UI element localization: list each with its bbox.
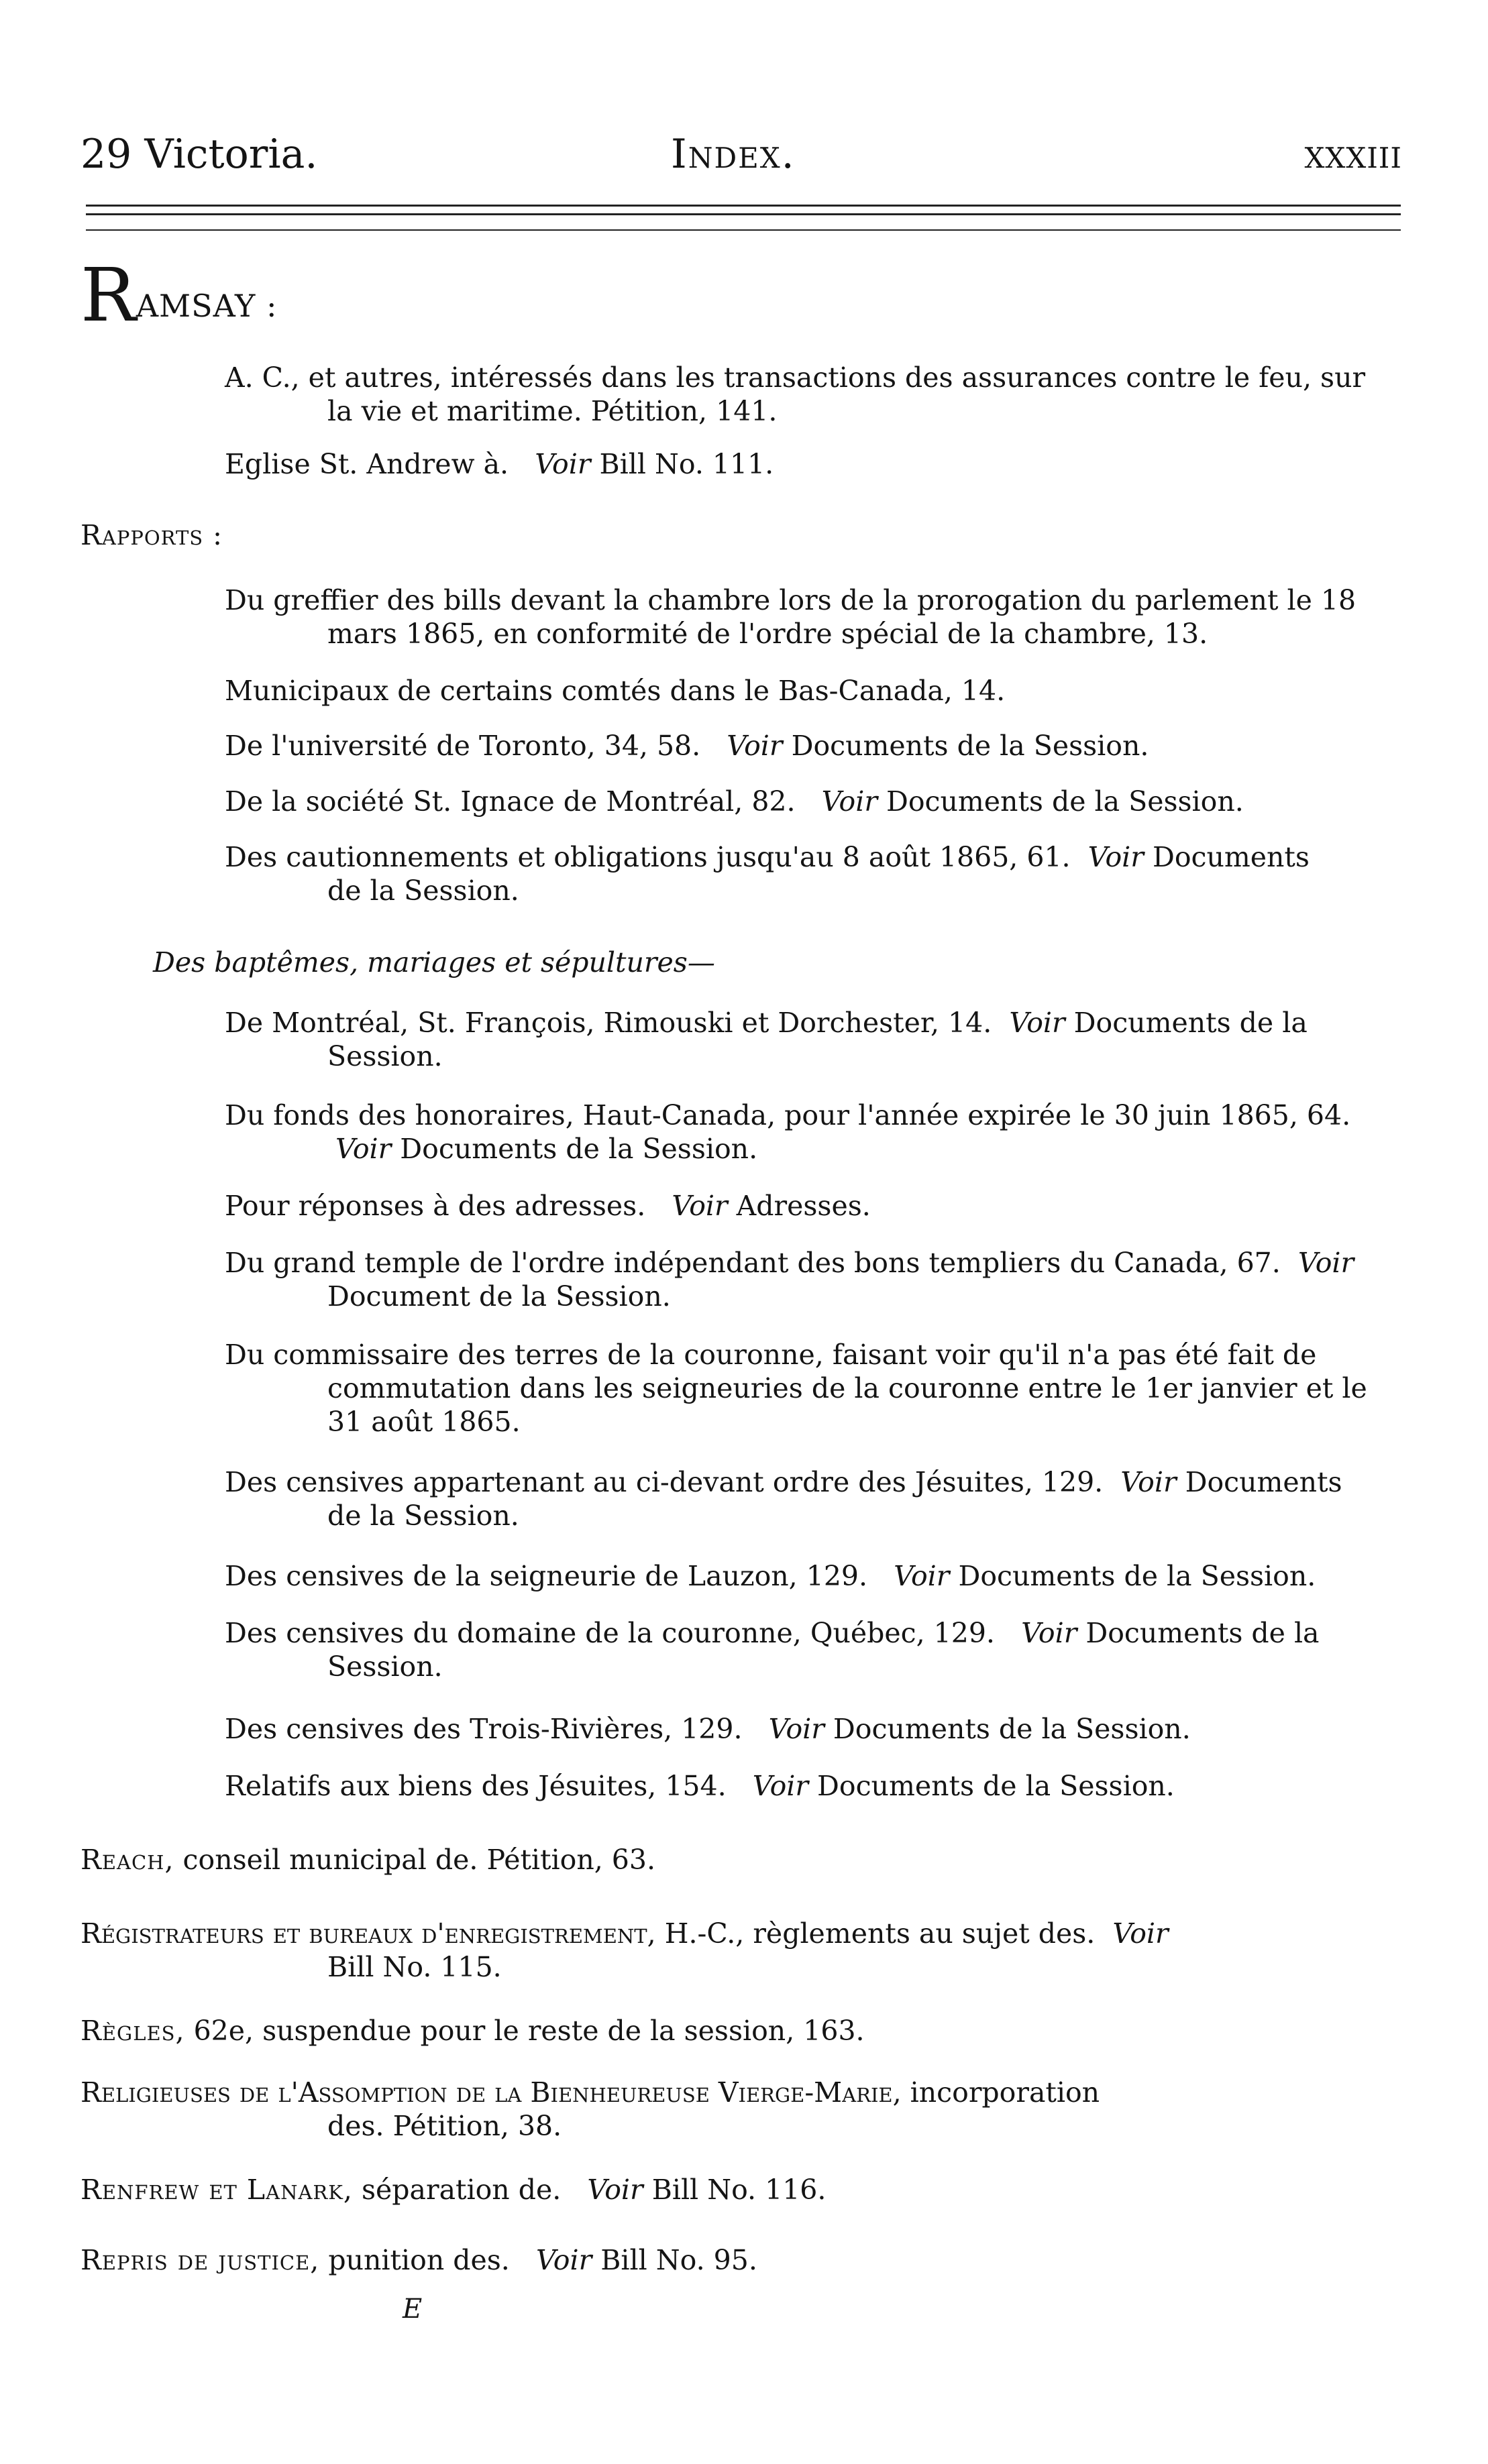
entry-heading: Repris de justice,: [81, 2244, 320, 2276]
index-line: [225, 729, 1149, 763]
entry-text: Pour réponses à des adresses.: [225, 1190, 646, 1222]
voir-reference: Voir: [335, 1133, 392, 1165]
entry-renfrew: [81, 2173, 826, 2206]
entry-text: punition des.: [328, 2244, 510, 2276]
entry-heading: Régistrateurs et bureaux d'enregistrement,: [81, 1917, 656, 1950]
entry-reference: Documents de la Session.: [817, 1770, 1175, 1802]
entry-text: Relatifs aux biens des Jésuites, 154.: [225, 1770, 727, 1802]
index-line: Du greffier des bills devant la chambre lors de la prorogation du parlement le 18: [225, 584, 1357, 616]
index-line: de la Session.: [327, 875, 519, 907]
index-line: Municipaux de certains comtés dans le Bas-Canada, 14.: [225, 675, 1006, 707]
index-line: [225, 1559, 1316, 1593]
index-line: Document de la Session.: [327, 1280, 671, 1312]
entry-reference: Bill No. 95.: [600, 2244, 757, 2276]
entry-text: Des censives de la seigneurie de Lauzon, 129.: [225, 1560, 868, 1592]
entry-text: incorporation: [910, 2076, 1100, 2109]
sub-heading: [153, 946, 715, 979]
header-volume: 29 Victoria.: [81, 131, 318, 178]
header-title: Index.: [671, 131, 796, 178]
index-line: des. Pétition, 38.: [327, 2110, 562, 2142]
entry-reference: Documents de la Session.: [886, 785, 1244, 818]
entry-reference: Documents de la Session.: [791, 730, 1149, 762]
voir-reference: Voir: [727, 730, 783, 762]
entry-reference: Bill No. 116.: [651, 2174, 827, 2206]
entry-registrateurs: [81, 1917, 1169, 1950]
index-line: la vie et maritime. Pétition, 141.: [327, 395, 778, 427]
voir-reference: Voir: [1297, 1247, 1354, 1279]
entry-text: Des cautionnements et obligations jusqu'au 8 août 1865, 61.: [225, 841, 1071, 873]
heading-initial: R: [81, 252, 136, 338]
entry-text: De Montréal, St. François, Rimouski et Dorchester, 14.: [225, 1007, 992, 1039]
index-line: mars 1865, en conformité de l'ordre spécial de la chambre, 13.: [327, 618, 1208, 650]
entry-heading: Reach,: [81, 1844, 174, 1876]
entry-reference: Documents de la Session.: [400, 1133, 758, 1165]
entry-heading: Renfrew et Lanark,: [81, 2174, 353, 2206]
entry-text: conseil municipal de. Pétition, 63.: [182, 1844, 655, 1876]
index-line: Session.: [327, 1040, 443, 1072]
entry-regles: [81, 2014, 865, 2048]
index-line: [225, 1769, 1175, 1803]
voir-reference: Voir: [535, 2244, 592, 2276]
entry-text: De la société St. Ignace de Montréal, 82.: [225, 785, 796, 818]
entry-text: Eglise St. Andrew à.: [225, 448, 509, 480]
entry-reference: Documents: [1185, 1466, 1342, 1498]
signature-mark: E: [403, 2294, 423, 2325]
index-line: [225, 447, 774, 481]
voir-reference: Voir: [752, 1770, 808, 1802]
entry-text: 62e, suspendue pour le reste de la session, 163.: [193, 2015, 865, 2047]
entry-reference: Documents de la Session.: [833, 1713, 1191, 1745]
index-line: commutation dans les seigneuries de la couronne entre le 1er janvier et le: [327, 1372, 1367, 1404]
entry-text: Des censives appartenant au ci-devant ordre des Jésuites, 129.: [225, 1466, 1104, 1498]
entry-repris-de-justice: [81, 2243, 757, 2277]
voir-reference: Voir: [894, 1560, 950, 1592]
entry-reach: [81, 1843, 655, 1877]
voir-reference: Voir: [768, 1713, 825, 1745]
index-line: Du commissaire des terres de la couronne, faisant voir qu'il n'a pas été fait de: [225, 1339, 1317, 1371]
entry-heading: Religieuses de l'Assomption de la Bienheureuse Vierge-Marie,: [81, 2076, 902, 2109]
entry-reference: Documents de la Session.: [958, 1560, 1316, 1592]
entry-text: H.-C., règlements au sujet des.: [664, 1917, 1096, 1950]
voir-reference: Voir: [1120, 1466, 1177, 1498]
entry-text: Du grand temple de l'ordre indépendant des bons templiers du Canada, 67.: [225, 1247, 1281, 1279]
entry-text: Des censives des Trois-Rivières, 129.: [225, 1713, 743, 1745]
entry-reference: Bill No. 111.: [599, 448, 774, 480]
index-line: A. C., et autres, intéressés dans les transactions des assurances contre le feu, sur: [225, 361, 1366, 394]
index-line: [225, 1246, 1354, 1280]
entry-text: Des censives du domaine de la couronne, Québec, 129.: [225, 1617, 995, 1649]
entry-reference: Documents de la: [1085, 1617, 1320, 1649]
index-line: de la Session.: [327, 1500, 519, 1532]
voir-reference: Voir: [1021, 1617, 1077, 1649]
entry-heading-rapports: Rapports :: [81, 519, 223, 551]
voir-reference: Voir: [587, 2174, 643, 2206]
index-line: 31 août 1865.: [327, 1406, 521, 1438]
index-line: Bill No. 115.: [327, 1951, 502, 1983]
index-line: [225, 840, 1310, 874]
header-page-number: xxxiii: [1304, 131, 1402, 178]
voir-reference: Voir: [535, 448, 591, 480]
entry-heading: Règles,: [81, 2015, 185, 2047]
index-line: [225, 1465, 1342, 1499]
index-line: Du fonds des honoraires, Haut-Canada, pour l'année expirée le 30 juin 1865, 64.: [225, 1099, 1351, 1131]
heading-word: AMSAY :: [136, 288, 278, 324]
entry-heading-ramsay: [81, 252, 278, 338]
voir-reference: Voir: [821, 785, 878, 818]
index-line: Session.: [327, 1650, 443, 1683]
entry-religieuses: [81, 2076, 1100, 2109]
entry-text: séparation de.: [362, 2174, 562, 2206]
index-line: [335, 1132, 757, 1166]
voir-reference: Voir: [1009, 1007, 1065, 1039]
voir-reference: Voir: [672, 1190, 728, 1222]
index-line: [225, 1616, 1320, 1650]
entry-reference: Documents: [1152, 841, 1310, 873]
index-line: [225, 785, 1244, 818]
sub-heading-text: Des baptêmes, mariages et sépultures—: [153, 946, 715, 978]
index-line: [225, 1189, 871, 1223]
index-line: [225, 1712, 1191, 1746]
voir-reference: Voir: [1087, 841, 1144, 873]
voir-reference: Voir: [1112, 1917, 1169, 1950]
entry-reference: Documents de la: [1073, 1007, 1308, 1039]
entry-text: De l'université de Toronto, 34, 58.: [225, 730, 701, 762]
entry-reference: Adresses.: [736, 1190, 871, 1222]
index-line: [225, 1006, 1308, 1040]
